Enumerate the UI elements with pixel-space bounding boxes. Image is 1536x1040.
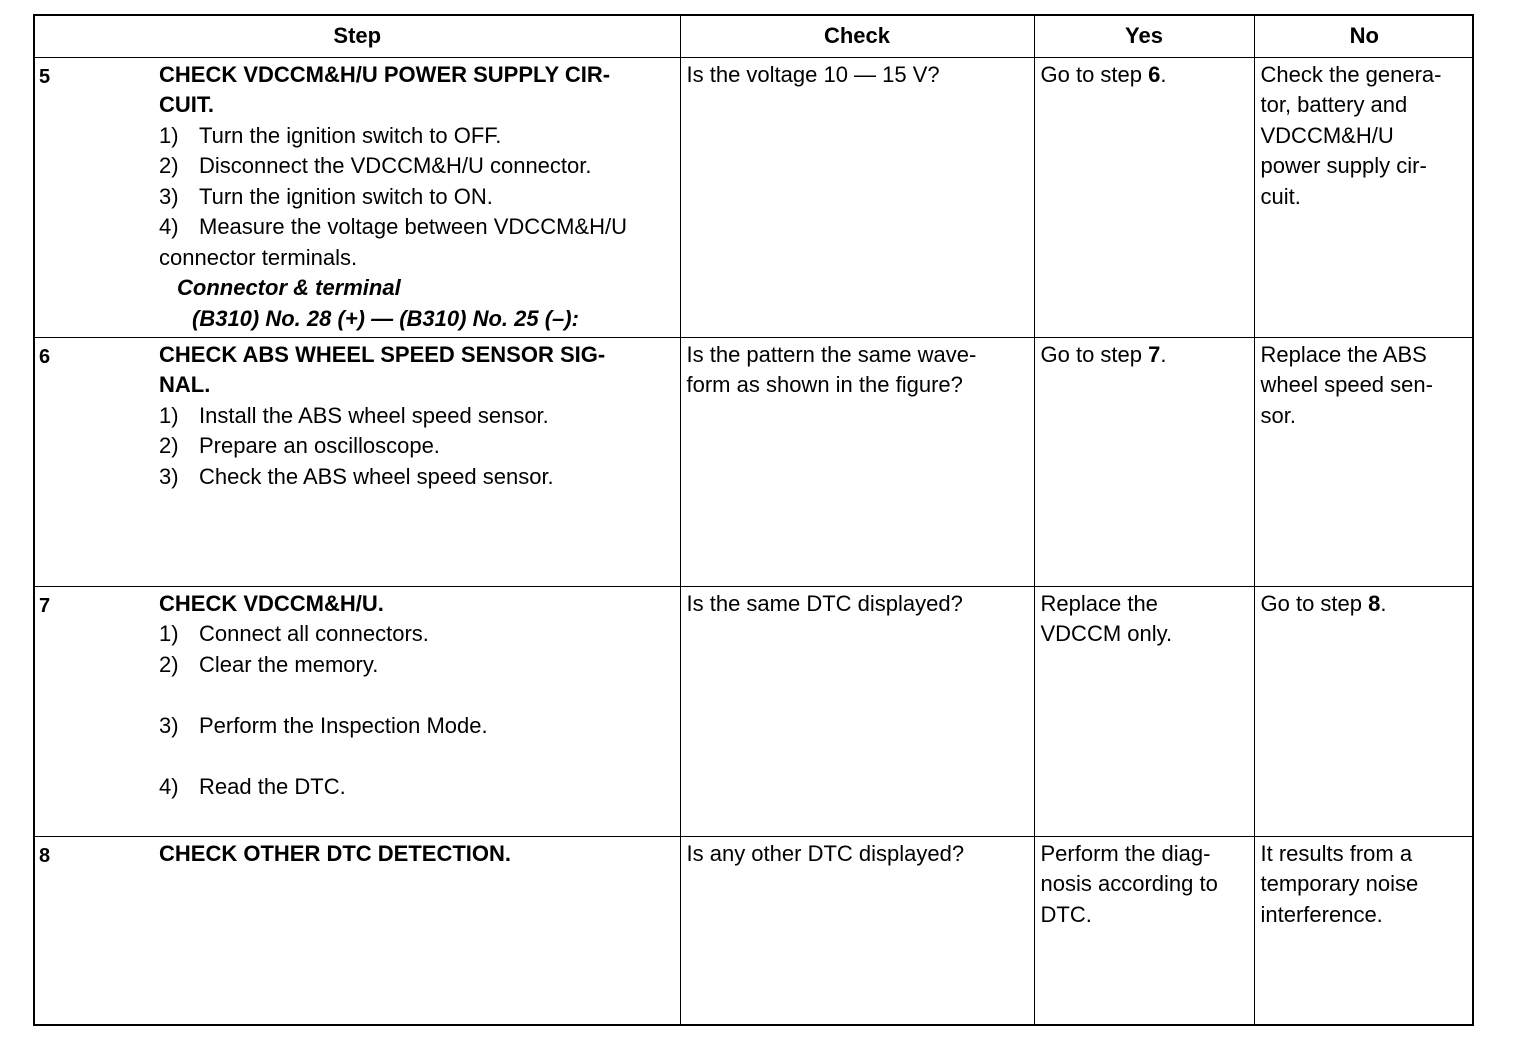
table-header-row	[35, 16, 1474, 57]
step-cell	[35, 836, 680, 1024]
substep-text: Prepare an oscilloscope.	[199, 433, 440, 458]
step-title-line: CHECK VDCCM&H/U POWER SUPPLY CIR-	[159, 61, 611, 87]
step-title-line: CHECK OTHER DTC DETECTION.	[159, 840, 511, 866]
yes-suffix: .	[1160, 61, 1167, 87]
substep	[159, 121, 672, 152]
connector-terminal-value: (B310) No. 28 (+) — (B310) No. 25 (–):	[192, 305, 579, 331]
substep-number: 1)	[159, 402, 179, 428]
yes-line: VDCCM only.	[1040, 621, 1173, 646]
no-line: Check the genera-	[1260, 61, 1442, 87]
step-number: 5	[39, 65, 51, 88]
substep-text: Perform the Inspection Mode.	[199, 712, 488, 738]
step-number: 8	[39, 844, 51, 867]
substep-number: 1)	[159, 621, 179, 646]
substep-number: 2)	[159, 153, 179, 178]
no-line: wheel speed sen-	[1260, 372, 1433, 397]
substep-number: 4)	[159, 214, 179, 239]
substep	[159, 711, 672, 742]
yes-cell	[1034, 57, 1254, 337]
yes-cell	[1034, 337, 1254, 586]
substep-text: Turn the ignition switch to OFF.	[199, 122, 502, 148]
check-cell: Is the voltage 10 — 15 V?	[680, 57, 1034, 337]
spacer	[159, 741, 672, 772]
yes-step-ref: 7	[1148, 341, 1161, 367]
yes-cell	[1034, 586, 1254, 836]
substep-number: 3)	[159, 712, 179, 738]
table-row-step-8	[35, 836, 1474, 1024]
substep	[159, 401, 672, 432]
substep-text: Disconnect the VDCCM&H/U connector.	[199, 153, 592, 178]
substep	[159, 462, 672, 493]
connector-label: Connector & terminal	[177, 275, 401, 300]
check-cell	[680, 337, 1034, 586]
substep-text: Turn the ignition switch to ON.	[199, 183, 493, 209]
substep-text: Install the ABS wheel speed sensor.	[199, 402, 549, 428]
no-line: sor.	[1260, 402, 1296, 428]
no-suffix: .	[1380, 590, 1387, 616]
substep-text: Measure the voltage between VDCCM&H/U	[199, 214, 627, 239]
substep	[159, 650, 672, 681]
check-cell: Is the same DTC displayed?	[680, 586, 1034, 836]
substep-number: 2)	[159, 433, 179, 458]
substep-number: 3)	[159, 183, 179, 209]
no-cell	[1254, 836, 1474, 1024]
substep-text: Read the DTC.	[199, 773, 346, 799]
step-title-line: CHECK VDCCM&H/U.	[159, 590, 384, 616]
check-cell: Is any other DTC displayed?	[680, 836, 1034, 1024]
yes-line: Replace the	[1040, 590, 1158, 616]
no-line: tor, battery and	[1260, 92, 1408, 117]
substep-text: Clear the memory.	[199, 651, 379, 677]
yes-line: nosis according to	[1040, 871, 1218, 896]
step-cell	[35, 57, 680, 337]
no-line: power supply cir-	[1260, 153, 1427, 178]
yes-text: Go to step	[1040, 61, 1149, 87]
diagnostic-table-frame	[33, 14, 1474, 1026]
no-line: interference.	[1260, 901, 1383, 927]
substep-number: 1)	[159, 122, 179, 148]
table-row-step-6	[35, 337, 1474, 586]
no-line: Replace the ABS	[1260, 341, 1427, 367]
substep	[159, 182, 672, 213]
no-step-ref: 8	[1368, 590, 1381, 616]
step-number: 6	[39, 345, 51, 368]
substep-number: 2)	[159, 651, 179, 677]
table-row-step-5	[35, 57, 1474, 337]
substep	[159, 151, 672, 182]
header-yes: Yes	[1034, 16, 1254, 57]
header-no: No	[1254, 16, 1474, 57]
diagnostic-table	[35, 16, 1474, 1024]
no-line: It results from a	[1260, 840, 1413, 866]
table-row-step-7	[35, 586, 1474, 836]
step-cell	[35, 586, 680, 836]
no-line: cuit.	[1260, 183, 1301, 209]
yes-cell	[1034, 836, 1254, 1024]
step-number: 7	[39, 594, 51, 617]
yes-suffix: .	[1160, 341, 1167, 367]
step-title-line: NAL.	[159, 372, 211, 397]
check-line: form as shown in the figure?	[686, 372, 963, 397]
substep-number: 4)	[159, 773, 179, 799]
no-cell	[1254, 337, 1474, 586]
step-title-line: CHECK ABS WHEEL SPEED SENSOR SIG-	[159, 341, 606, 367]
header-step-label: Step	[333, 23, 382, 48]
substep	[159, 619, 672, 650]
substep-number: 3)	[159, 463, 179, 489]
no-line: temporary noise	[1260, 871, 1419, 896]
no-cell	[1254, 57, 1474, 337]
header-step	[35, 16, 680, 57]
header-check: Check	[680, 16, 1034, 57]
substep-text: Connect all connectors.	[199, 621, 429, 646]
spacer	[159, 680, 672, 711]
substep	[159, 431, 672, 462]
no-cell	[1254, 586, 1474, 836]
yes-text: Go to step	[1040, 341, 1149, 367]
no-line: VDCCM&H/U	[1260, 122, 1394, 148]
substep	[159, 772, 672, 803]
substep-continuation: connector terminals.	[159, 244, 358, 270]
yes-line: DTC.	[1040, 901, 1092, 927]
step-title-line: CUIT.	[159, 92, 214, 117]
step-cell	[35, 337, 680, 586]
yes-line: Perform the diag-	[1040, 840, 1211, 866]
substep-text: Check the ABS wheel speed sensor.	[199, 463, 554, 489]
check-line: Is the pattern the same wave-	[686, 341, 977, 367]
yes-step-ref: 6	[1148, 61, 1161, 87]
no-text: Go to step	[1260, 590, 1369, 616]
substep	[159, 212, 672, 243]
